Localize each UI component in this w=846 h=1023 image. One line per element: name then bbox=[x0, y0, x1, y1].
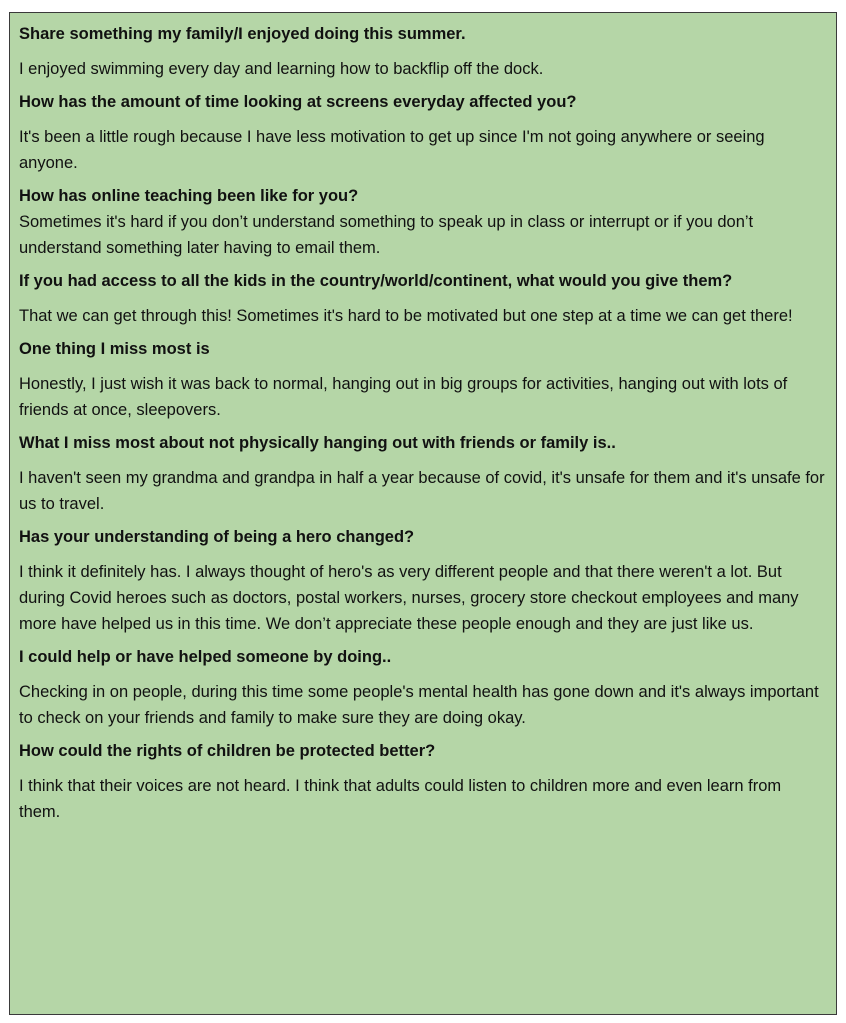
question-text: If you had access to all the kids in the country/world/continent, what would you give them? bbox=[19, 272, 733, 290]
answer-text: I think it definitely has. I always thought of hero's as very different people and that there weren't a lot. But during Covid heroes such as doctors, postal workers, nurses, grocery store checkout employees and many more have helped us in this time. We don’t appreciate these people enough and they are just like us. bbox=[19, 563, 799, 633]
qa-item bbox=[19, 89, 826, 176]
survey-panel bbox=[9, 12, 837, 1015]
answer-text: Sometimes it's hard if you don’t understand something to speak up in class or interrupt or if you don’t understand something later having to email them. bbox=[19, 213, 754, 257]
answer-text: I think that their voices are not heard. I think that adults could listen to children more and even learn from them. bbox=[19, 777, 782, 821]
answer-text: I haven't seen my grandma and grandpa in half a year because of covid, it's unsafe for them and it's unsafe for us to travel. bbox=[19, 469, 825, 513]
question-text: Share something my family/I enjoyed doing this summer. bbox=[19, 25, 466, 43]
qa-item bbox=[19, 644, 826, 731]
answer-text: That we can get through this! Sometimes it's hard to be motivated but one step at a time we can get there! bbox=[19, 307, 793, 325]
qa-item bbox=[19, 524, 826, 637]
answer-text: I enjoyed swimming every day and learning how to backflip off the dock. bbox=[19, 60, 544, 78]
question-text: What I miss most about not physically hanging out with friends or family is.. bbox=[19, 434, 616, 452]
qa-item bbox=[19, 738, 826, 825]
qa-item bbox=[19, 430, 826, 517]
question-text: How has the amount of time looking at screens everyday affected you? bbox=[19, 93, 577, 111]
question-text: How could the rights of children be protected better? bbox=[19, 742, 436, 760]
qa-item bbox=[19, 21, 826, 82]
question-text: One thing I miss most is bbox=[19, 340, 210, 358]
qa-item bbox=[19, 183, 826, 261]
question-text: I could help or have helped someone by doing.. bbox=[19, 648, 392, 666]
answer-text: Checking in on people, during this time some people's mental health has gone down and it's always important to check on your friends and family to make sure they are doing okay. bbox=[19, 683, 819, 727]
qa-item bbox=[19, 268, 826, 329]
qa-item bbox=[19, 336, 826, 423]
answer-text: It's been a little rough because I have less motivation to get up since I'm not going anywhere or seeing anyone. bbox=[19, 128, 765, 172]
question-text: How has online teaching been like for you? bbox=[19, 187, 359, 205]
answer-text: Honestly, I just wish it was back to normal, hanging out in big groups for activities, hanging out with lots of friends at once, sleepovers. bbox=[19, 375, 788, 419]
question-text: Has your understanding of being a hero changed? bbox=[19, 528, 415, 546]
